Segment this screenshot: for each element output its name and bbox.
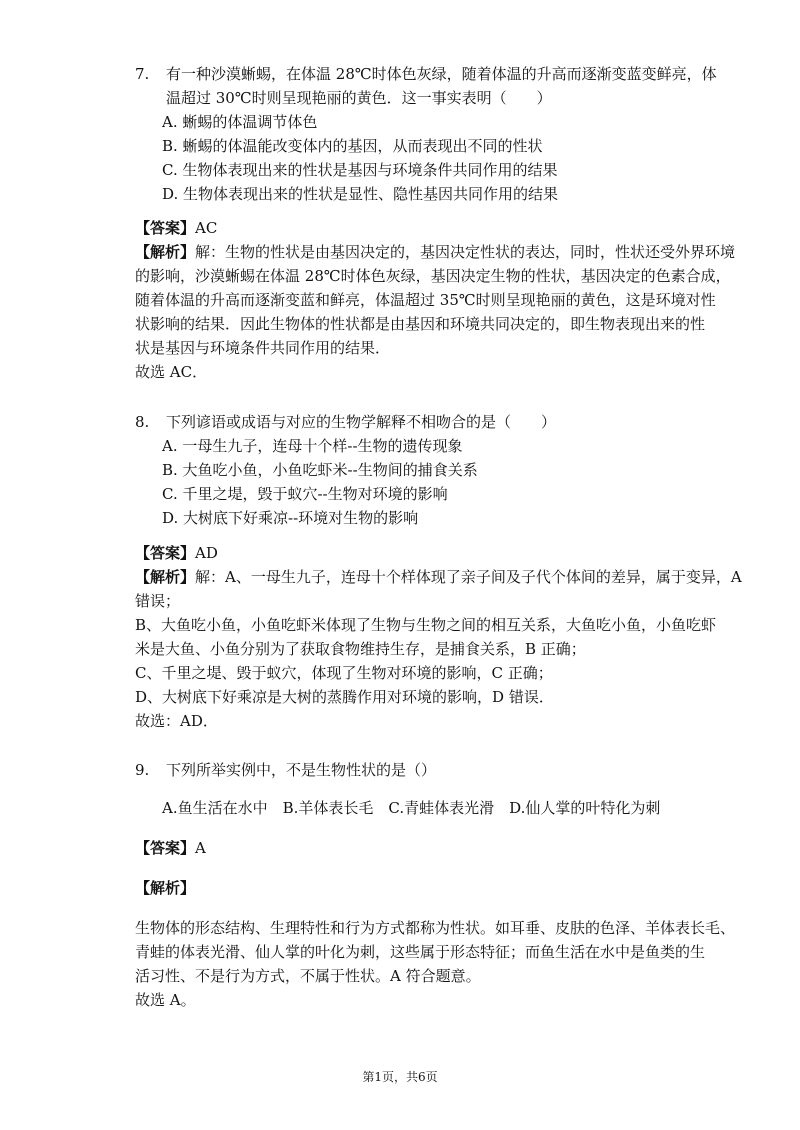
question-9-stem: 下列所举实例中，不是生物性状的是（） [166, 761, 437, 779]
question-8-option-b: B. 大鱼吃小鱼，小鱼吃虾米--生物间的捕食关系 [162, 461, 478, 479]
question-8-option-a: A. 一母生九子，连母十个样--生物的遗传现象 [162, 437, 463, 455]
question-8-answer [135, 543, 218, 563]
answer-label: 【答案】 [135, 544, 196, 562]
question-7-analysis-line-1: 【解析】解：生物的性状是由基因决定的，基因决定性状的表达，同时，性状还受外界环境 [135, 243, 736, 261]
question-7-conclusion: 故选 AC． [135, 363, 208, 381]
question-9-analysis-label: 【解析】 [135, 879, 196, 897]
question-8-analysis-line-1: 【解析】解：A、一母生九子，连母十个样体现了亲子间及子代个体间的差异，属于变异，A [135, 568, 742, 586]
question-9-options: A.鱼生活在水中 B.羊体表长毛 C.青蛙体表光滑 D.仙人掌的叶特化为刺 [162, 799, 661, 817]
question-7-analysis-line-5: 状是基因与环境条件共同作用的结果． [135, 339, 391, 357]
question-8-analysis-line-3: B、大鱼吃小鱼，小鱼吃虾米体现了生物与生物之间的相互关系，大鱼吃小鱼，小鱼吃虾 [135, 616, 717, 634]
question-7-number: 7. [135, 65, 150, 83]
question-7-option-b: B. 蜥蜴的体温能改变体内的基因，从而表现出不同的性状 [162, 137, 543, 155]
question-7-option-d: D. 生物体表现出来的性状是显性、隐性基因共同作用的结果 [162, 185, 559, 203]
question-7-analysis-line-2: 的影响，沙漠蜥蜴在体温 28℃时体色灰绿，基因决定生物的性状，基因决定的色素合成， [135, 267, 731, 285]
question-7-stem-line-1: 有一种沙漠蜥蜴，在体温 28℃时体色灰绿，随着体温的升高而逐渐变蓝变鲜亮，体 [166, 65, 717, 83]
question-8-number: 8. [135, 413, 150, 431]
question-7-stem-line-2: 温超过 30℃时则呈现艳丽的黄色．这一事实表明（ ） [166, 89, 552, 107]
answer-value: A [195, 839, 206, 857]
answer-label: 【答案】 [135, 219, 196, 237]
question-7-answer [135, 218, 217, 238]
question-9-conclusion: 故选 A。 [135, 991, 196, 1009]
question-8-option-c: C. 千里之堤，毁于蚁穴--生物对环境的影响 [162, 485, 448, 503]
question-9-analysis-line-1: 生物体的形态结构、生理特性和行为方式都称为性状。如耳垂、皮肤的色泽、羊体表长毛、 [135, 919, 736, 937]
page-footer: 第1页，共6页 [362, 1070, 438, 1084]
question-9-answer [135, 838, 206, 858]
question-9-analysis-line-3: 活习性、不是行为方式，不属于性状。A 符合题意。 [135, 967, 481, 985]
question-8-conclusion: 故选：AD． [135, 712, 218, 730]
question-7-option-a: A. 蜥蜴的体温调节体色 [162, 113, 318, 131]
question-8-analysis-line-6: D、大树底下好乘凉是大树的蒸腾作用对环境的影响，D 错误． [135, 688, 554, 706]
analysis-label: 【解析】 [135, 568, 196, 586]
answer-label: 【答案】 [135, 839, 196, 857]
question-8-analysis-line-5: C、千里之堤、毁于蚁穴，体现了生物对环境的影响，C 正确； [135, 664, 553, 682]
question-8-analysis-line-2: 错误； [135, 592, 181, 610]
question-8-analysis-line-4: 米是大鱼、小鱼分别为了获取食物维持生存，是捕食关系，B 正确； [135, 640, 586, 658]
answer-value: AD [195, 544, 218, 562]
question-7-analysis-line-3: 随着体温的升高而逐渐变蓝和鲜亮，体温超过 35℃时则呈现艳丽的黄色，这是环境对性 [135, 291, 716, 309]
question-7-analysis-line-4: 状影响的结果．因此生物体的性状都是由基因和环境共同决定的，即生物表现出来的性 [135, 315, 706, 333]
answer-value: AC [195, 219, 218, 237]
analysis-label: 【解析】 [135, 243, 196, 261]
question-7-option-c: C. 生物体表现出来的性状是基因与环境条件共同作用的结果 [162, 161, 558, 179]
question-9-analysis-line-2: 青蛙的体表光滑、仙人掌的叶化为刺，这些属于形态特征；而鱼生活在水中是鱼类的生 [135, 943, 706, 961]
question-9-number: 9. [135, 761, 150, 779]
question-8-stem: 下列谚语或成语与对应的生物学解释不相吻合的是（ ） [166, 413, 557, 431]
question-8-option-d: D. 大树底下好乘凉--环境对生物的影响 [162, 509, 419, 527]
